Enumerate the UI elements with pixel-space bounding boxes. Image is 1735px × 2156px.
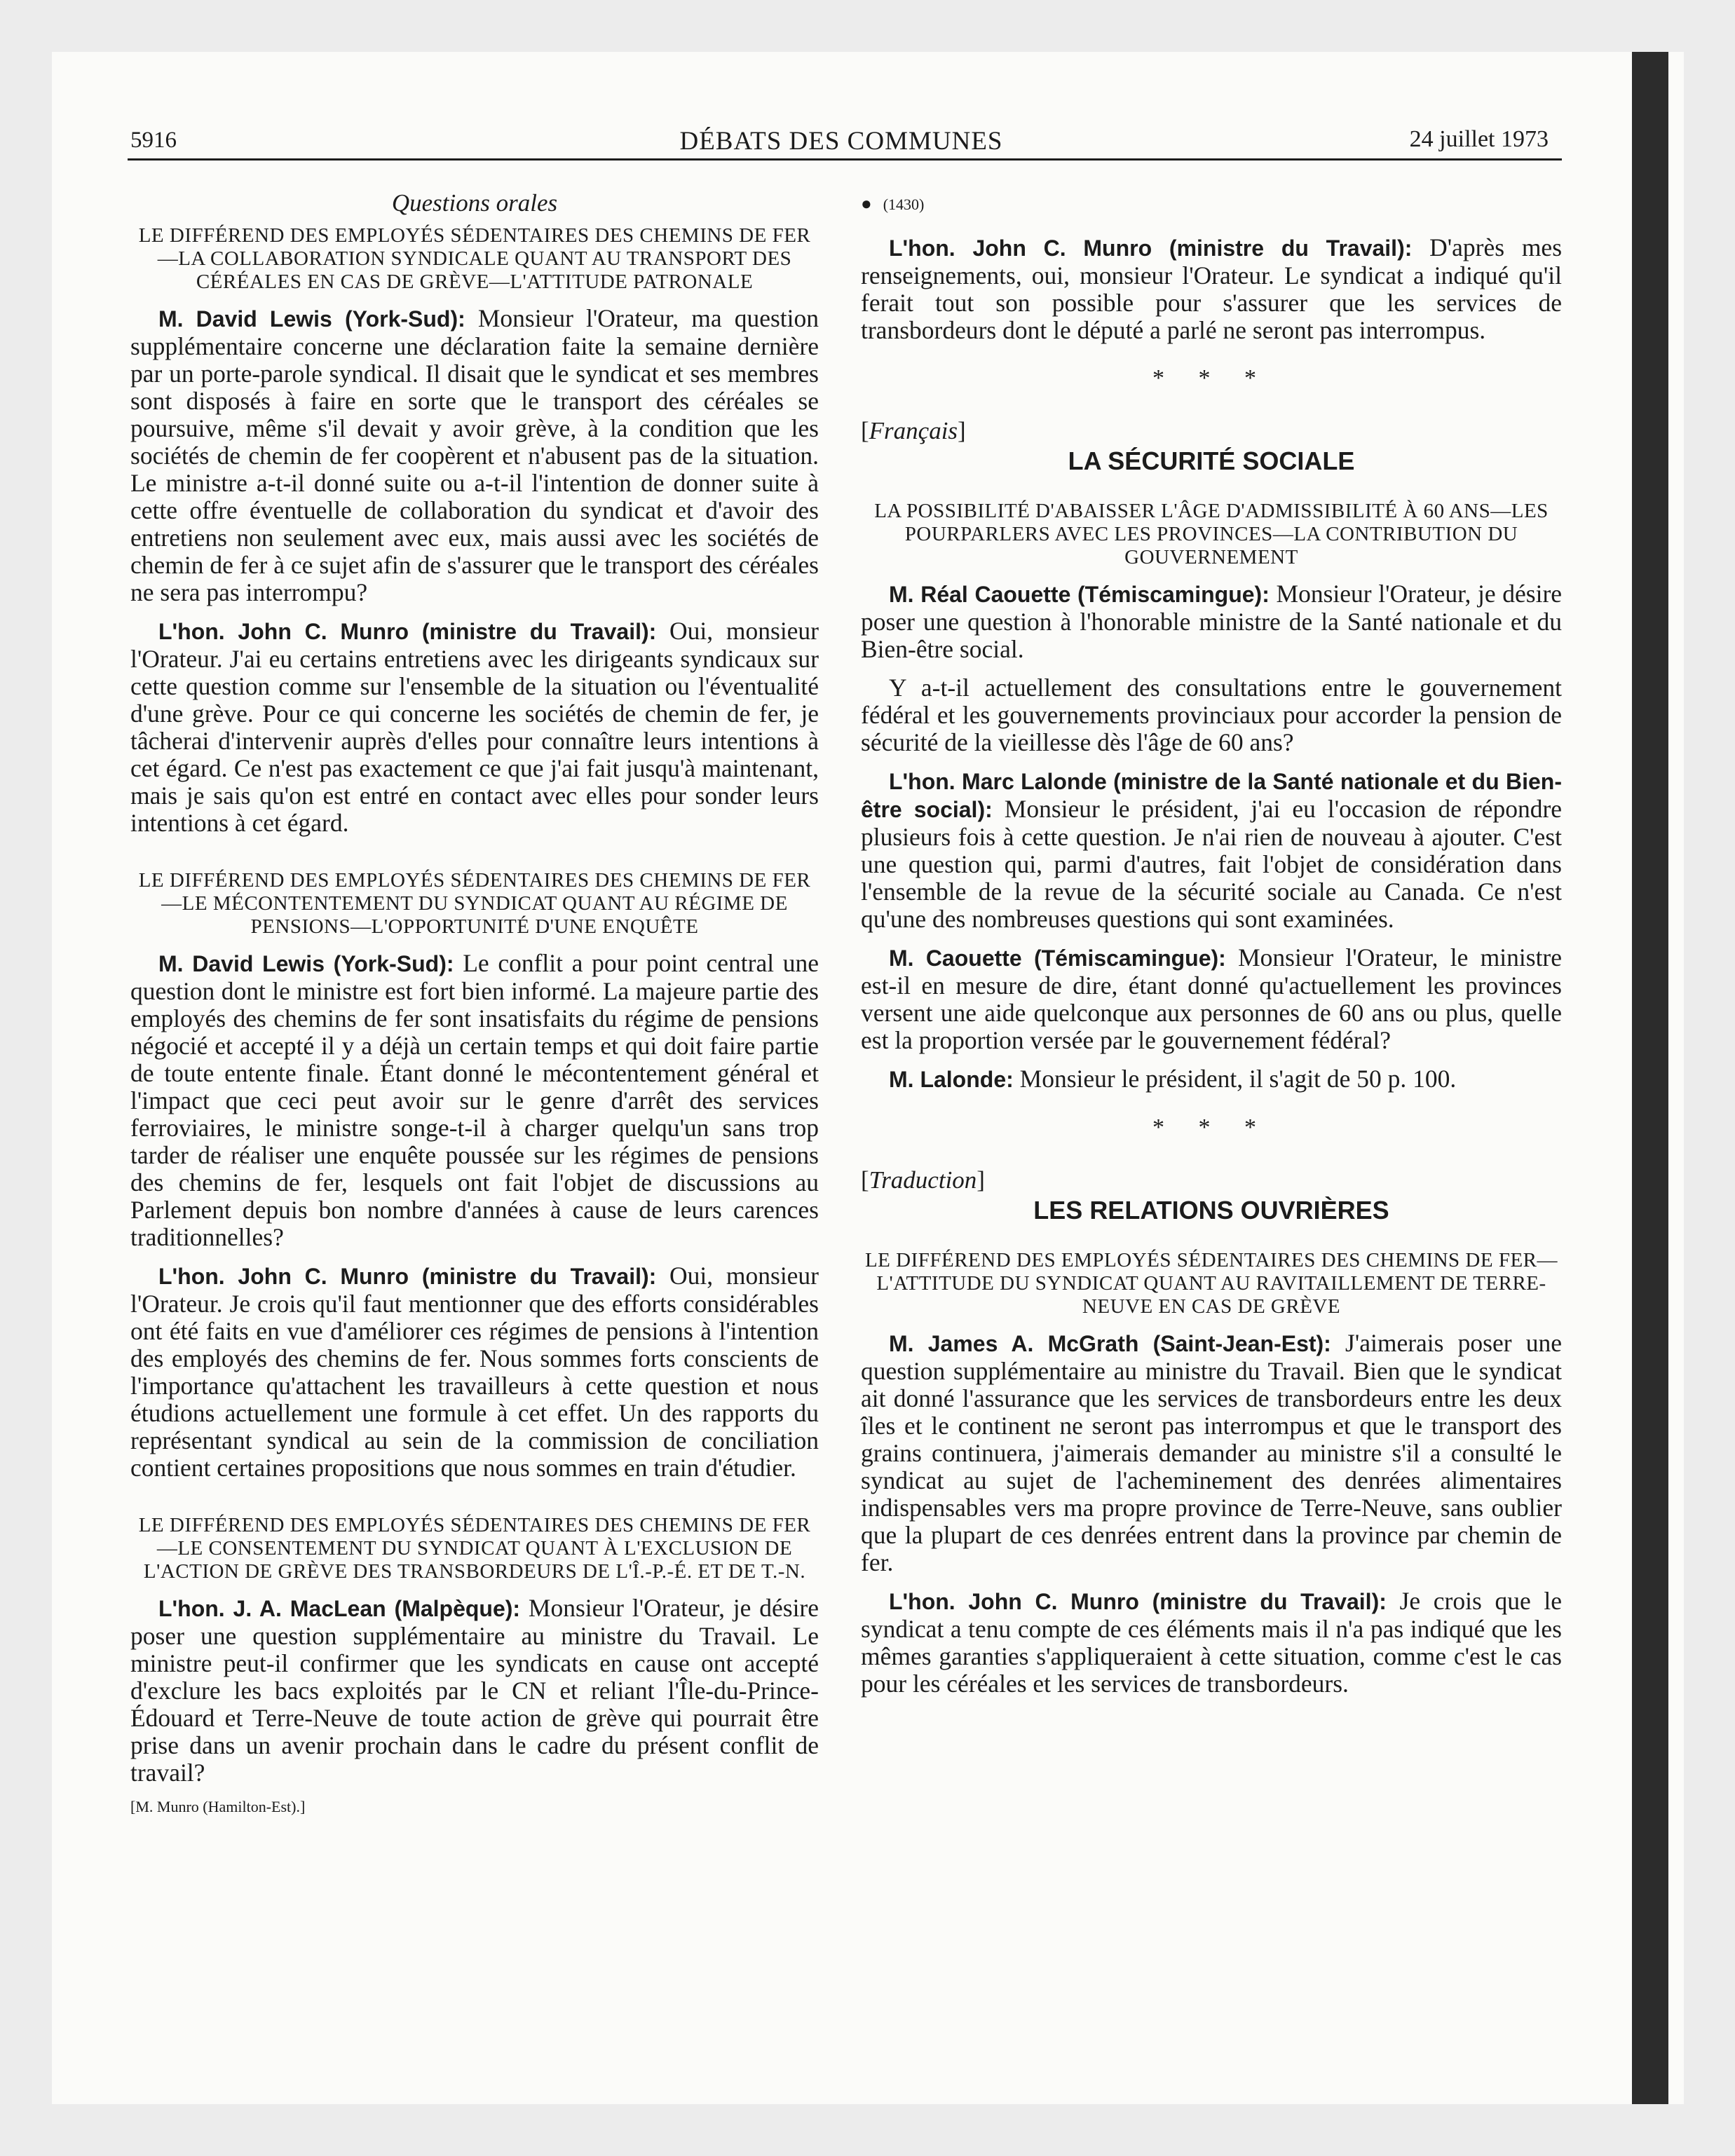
speech (130, 1262, 819, 1482)
subject-heading: LA POSSIBILITÉ D'ABAISSER L'ÂGE D'ADMISSIBILITÉ À 60 ANS—LES POURPARLERS AVEC LES PROVINCES—LA CONTRIBUTION DU GOUVERNEMENT (874, 500, 1549, 568)
language-marker: [Français] (861, 417, 966, 444)
header-rule (128, 158, 1562, 161)
speech (861, 767, 1562, 933)
speaker-name: M. David Lewis (York-Sud): (158, 306, 465, 332)
subject-heading: LE DIFFÉREND DES EMPLOYÉS SÉDENTAIRES DES CHEMINS DE FER—LA COLLABORATION SYNDICALE QUANT AU TRANSPORT DES CÉRÉALES EN CAS DE GRÈVE—L'ATTITUDE PATRONALE (138, 224, 811, 293)
subject-heading: LE DIFFÉREND DES EMPLOYÉS SÉDENTAIRES DES CHEMINS DE FER—LE CONSENTEMENT DU SYNDICAT QUANT À L'EXCLUSION DE L'ACTION DE GRÈVE DES TRANSBORDEURS DE L'Î.-P.-É. ET DE T.-N. (138, 1514, 811, 1583)
subject-heading: LE DIFFÉREND DES EMPLOYÉS SÉDENTAIRES DES CHEMINS DE FER—L'ATTITUDE DU SYNDICAT QUANT AU RAVITAILLEMENT DE TERRE-NEUVE EN CAS DE GRÈVE (864, 1249, 1558, 1318)
scan-edge (1632, 52, 1668, 2104)
speech (861, 944, 1562, 1054)
issue-date: 24 juillet 1973 (1409, 126, 1549, 152)
section-title: Questions orales (391, 189, 558, 217)
speech (130, 1595, 819, 1787)
speaker-name: M. Réal Caouette (Témiscamingue): (889, 582, 1270, 607)
timestamp-text: (1430) (883, 196, 925, 213)
speech (861, 674, 1562, 756)
speech-text: Je crois que le syndicat a tenu compte de ces éléments mais il n'a pas indiqué que les mêmes garanties s'appliqueraient à cette situation, comme c'est le cas pour les céréales et les services de transbordeurs. (861, 1587, 1562, 1698)
language-marker: [Traduction] (861, 1166, 985, 1194)
timestamp (861, 193, 1562, 214)
speech (861, 1588, 1562, 1698)
speech (861, 580, 1562, 663)
speaker-note: [M. Munro (Hamilton-Est).] (130, 1798, 306, 1815)
rubric-title: LA SÉCURITÉ SOCIALE (1068, 446, 1355, 475)
left-column (130, 184, 819, 1816)
speaker-name: M. Lalonde: (889, 1067, 1014, 1092)
section-separator: * * * (1152, 365, 1270, 391)
speaker-name: M. James A. McGrath (Saint-Jean-Est): (889, 1331, 1331, 1356)
publication-title: DÉBATS DES COMMUNES (679, 127, 1003, 156)
speech-text: Monsieur l'Orateur, je désire poser une question supplémentaire au ministre du Travail. Le ministre peut-il confirmer que les syndicats en cause ont accepté d'exclure les bacs exploités par le CN et reliant l'Île-du-Prince-Édouard et Terre-Neuve de toute action de grève qui pourrait être prise dans un avenir prochain dans le cadre du présent conflit de travail? (130, 1594, 819, 1787)
speaker-name: M. David Lewis (York-Sud): (158, 951, 454, 976)
rubric-title: LES RELATIONS OUVRIÈRES (1033, 1196, 1389, 1224)
speech-text: Monsieur le président, il s'agit de 50 p. 100. (1019, 1065, 1457, 1093)
speech-text: Le conflit a pour point central une question dont le ministre est fort bien informé. La majeure partie des employés des chemins de fer sont insatisfaits du régime de pensions négocié et accepté il y a déjà un certain temps et qui doit faire partie de toute entente finale. Étant donné le mécontentement général et l'impact que ceci peut avoir sur le genre d'arrêt des services ferroviaires, le ministre songe-t-il à charger quelqu'un sans trop tarder de réaliser une enquête poussée sur les régimes de pensions des chemins de fer, lesquels ont fait l'objet de discussions au Parlement depuis bon nombre d'années à cause de leurs carences traditionnelles? (130, 949, 819, 1251)
speech-text: Y a-t-il actuellement des consultations entre le gouvernement fédéral et les gouvernements provinciaux pour accorder la pension de sécurité de la vieillesse dès l'âge de 60 ans? (861, 674, 1562, 756)
page-number: 5916 (130, 128, 177, 153)
speaker-name: L'hon. John C. Munro (ministre du Travail): (889, 1589, 1387, 1614)
speaker-name: L'hon. J. A. MacLean (Malpèque): (158, 1596, 521, 1621)
speaker-name: M. Caouette (Témiscamingue): (889, 946, 1226, 971)
speech-text: Oui, monsieur l'Orateur. J'ai eu certains entretiens avec les dirigeants syndicaux sur cette question comme sur l'ensemble de la situation ou l'éventualité d'une grève. Pour ce qui concerne les sociétés de chemin de fer, je tâcherai d'intervenir auprès d'elles pour connaître leurs intentions à cet égard. Ce n'est pas exactement ce que j'ai fait jusqu'à maintenant, mais je sais qu'on est entré en contact avec elles pour sonder leurs intentions à cet égard. (130, 617, 819, 837)
language-marker-text: Traduction (869, 1166, 977, 1194)
speaker-name: L'hon. John C. Munro (ministre du Travail): (158, 619, 657, 644)
speech (130, 618, 819, 837)
right-column (861, 184, 1562, 1709)
speech-text: Oui, monsieur l'Orateur. Je crois qu'il faut mentionner que des efforts considérables ont été faits en vue d'améliorer ces régimes de pensions à l'intention des employés des chemins de fer. Nous sommes forts conscients de l'importance qu'attachent les travailleurs à cette question et nous étudions actuellement une formule à cet effet. Un des rapports du représentant syndical au sein de la commission de conciliation contient certaines propositions que nous sommes en train d'étudier. (130, 1262, 819, 1482)
speech-text: Monsieur le président, j'ai eu l'occasion de répondre plusieurs fois à cette question. Je n'ai rien de nouveau à ajouter. C'est une question qui, parmi d'autres, fait l'objet de considération dans l'ensemble de la revue de la sécurité sociale au Canada. Ce n'est qu'une des nombreuses questions qui sont examinées. (861, 795, 1563, 933)
speech (861, 234, 1562, 344)
section-separator: * * * (1152, 1114, 1270, 1140)
speaker-name: L'hon. John C. Munro (ministre du Travail): (889, 236, 1413, 261)
bullet-icon: ● (861, 193, 872, 214)
speech-text: Monsieur l'Orateur, le ministre est-il en mesure de dire, étant donné qu'actuellement les provinces versent une aide quelconque aux personnes de 60 ans ou plus, quelle est la proportion versée par le gouvernement fédéral? (861, 943, 1563, 1054)
speaker-name: L'hon. Marc Lalonde (ministre de la Santé nationale et du Bien-être social): (861, 769, 1562, 822)
speech-text: J'aimerais poser une question supplémentaire au ministre du Travail. Bien que le syndicat ait donné l'assurance que les services de transbordeurs entre les deux îles et le continent ne seront pas interrompus et que le transport des grains continuera, j'aimerais demander au ministre s'il a consulté le syndicat au sujet de l'acheminement des denrées alimentaires indispensables vers ma propre province de Terre-Neuve, sans oublier que la plupart de ces denrées entrent dans la province par chemin de fer. (861, 1329, 1563, 1576)
speech-text: Monsieur l'Orateur, ma question supplémentaire concerne une déclaration faite la semaine dernière par un porte-parole syndical. Il disait que le syndicat et ses membres sont disposés à faire en sorte que le transport des céréales se poursuive, même s'il devait y avoir grève, à la condition que les sociétés de chemin de fer coopèrent et n'abusent pas de la situation. Le ministre a-t-il donné suite ou a-t-il l'intention de donner suite à cette offre éventuelle de collaboration du syndicat et d'avoir des entretiens non seulement avec eux, mais aussi avec les sociétés de chemin de fer à ce sujet afin de s'assurer que le transport des céréales ne sera pas interrompu? (130, 304, 819, 606)
subject-heading: LE DIFFÉREND DES EMPLOYÉS SÉDENTAIRES DES CHEMINS DE FER—LE MÉCONTENTEMENT DU SYNDICAT QUANT AU RÉGIME DE PENSIONS—L'OPPORTUNITÉ D'UNE ENQUÊTE (138, 869, 811, 938)
speech-text: Monsieur l'Orateur, je désire poser une question à l'honorable ministre de la Santé nationale et du Bien-être social. (861, 580, 1563, 663)
speaker-name: L'hon. John C. Munro (ministre du Travail): (158, 1264, 657, 1289)
speech (861, 1330, 1562, 1576)
speech (130, 950, 819, 1251)
speech (130, 305, 819, 606)
speech-text: D'après mes renseignements, oui, monsieur l'Orateur. Le syndicat a indiqué qu'il ferait tout son possible pour s'assurer que les services de transbordeurs dont le député a parlé ne seront pas interrompus. (861, 233, 1563, 344)
speech (861, 1065, 1562, 1093)
language-marker-text: Français (869, 417, 958, 444)
